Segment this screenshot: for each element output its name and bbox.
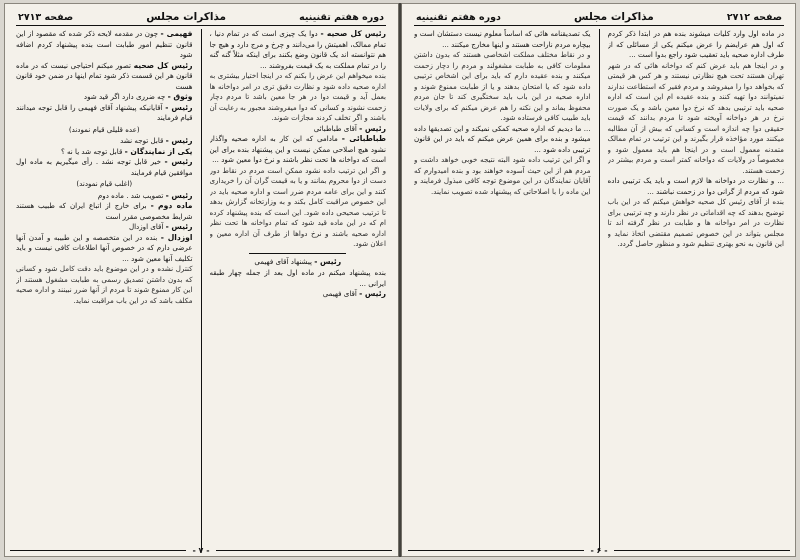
paragraph: قابل توجه شد یا نه ؟ xyxy=(60,146,123,156)
column-right xyxy=(608,29,785,551)
paragraph: تصویب شد . ماده دوم xyxy=(97,190,164,200)
paragraph: دوا یک چیزی است که در تمام دنیا ، تمام ممالک، اهمیتش را می‌دانند و چرخ و مرج دارد و هیچ جا هم نتوانسته اند یک قانون وضع بکنند برای اینکه مثلاً گنه گنه را در تمام مملکت به یک قیمت بفروشند ... xyxy=(209,29,386,70)
paragraph: برای خارج از اتباع ایران که طبیب هستند شرایط مخصوصی مقرر است xyxy=(16,201,193,221)
vote-note: (اغلب قیام نمودند) xyxy=(76,179,133,188)
paragraph: پیشنهاد آقای فهیمی xyxy=(254,256,312,266)
paragraph: یک تصدیقنامه هائی که اساساً معلوم نیست دستشان است و بیچاره مردم ناراحت هستند و اینها مخارج میکنند ... xyxy=(414,29,591,49)
speaker: رئیس - xyxy=(359,289,386,298)
speaker: رئیس کل صحیه xyxy=(133,60,193,70)
body-text: بنده میخواهم این عرض را بکنم که در اینجا اختیار بیشتری به اداره صحیه داده شود و نظارت دقیق تری در امر دواخانه ها بعمل آید و قیمت دوا در هر جا معین باشد تا مردم دچار زحمت نشوند و کسانی که دوا میفروشند مجبور به رعایت آن باشند و اگر تخلف کردند مجازات شوند. xyxy=(209,71,386,122)
body-text: و در اینجا هم باید عرض کنم که دواخانه هائی که در شهر تهران هستند تحت هیچ نظارتی نیستند و هر کس هر قیمتی که بخواهد دوا را میفروشد و مردم فقیر که استطاعت ندارند نمیتوانند دوا تهیه کنند و بنده عقیده ام این است که اداره صحیه باید ترتیبی بدهد که نرخ دوا معین باشد و یک صورت نرخ در هر دواخانه آویخته شود تا مردم بدانند که قیمت حقیقی دوا چه اندازه است و کسانی که بیش از آن مطالبه میکنند مورد مؤاخذه قرار بگیرند و این ترتیب در تمام ممالک متمدنه معمول است و در اینجا هم باید معمول شود و مخصوصاً در ولایات که دواخانه کمتر است و مردم بیشتر در زحمت هستند. xyxy=(607,60,784,175)
speaker: رئیس - xyxy=(165,190,193,200)
page-number: - ۶ - xyxy=(590,546,608,555)
page-footer xyxy=(4,546,398,555)
paragraph: خیر قابل توجه نشد . رأی میگیریم به ماده اول موافقین قیام فرمایند xyxy=(16,157,193,177)
speaker: رئیس - xyxy=(164,157,193,166)
column-divider xyxy=(201,29,202,551)
column-left xyxy=(16,29,193,551)
page-footer xyxy=(402,546,796,555)
speaker: رئیس - xyxy=(165,102,193,112)
page-label: صفحه ۲۷۱۲ xyxy=(726,11,782,23)
speaker: رئیس - xyxy=(314,256,342,266)
paragraph: ... و نظارت در دواخانه ها لازم است و باید یک ترتیبی داده شود که مردم از گرانی دوا در زحمت نباشند ... xyxy=(607,176,784,196)
paragraph: تصور میکنم احتیاجی نیست که در ماده قانون هر این قسمت ذکر شود تمام اینها در ضمن خود قانون هست xyxy=(16,60,193,91)
paragraph: ... ما دیدیم که اداره صحیه کمکی نمیکند و این تصدیقها داده میشود و بنده برای همین عرض میکنم که باید در این قانون ترتیبی داده شود ... xyxy=(414,123,591,154)
divider xyxy=(249,253,346,254)
header-title: مذاکرات مجلس xyxy=(573,11,654,23)
body-text: کنترل نشده و در این موضوع باید دقت کامل شود و کسانی که بدون داشتن تصدیق رسمی به طبابت مشغول هستند از این کار ممنوع شوند تا مردم از آنها ضرر نبینند و اداره صحیه مکلف باشد که در این باب مراقبت نماید. xyxy=(16,264,193,305)
paragraph: آقای فهیمی xyxy=(322,289,357,298)
speaker: رئیس - xyxy=(165,136,193,145)
speaker: فهیمی - xyxy=(160,29,193,38)
speaker: اوزدال - xyxy=(160,232,193,242)
paragraph: بنده پیشنهاد میکنم در ماده اول بعد از جمله چهار طبقه ایرانی ... xyxy=(209,268,386,288)
left-page xyxy=(4,3,398,557)
column-divider xyxy=(599,29,600,551)
paragraph: مادامی که این کار به اداره صحیه واگذار نشود هیچ اصلاحی ممکن نیست و این پیشنهاد بنده برای این است که دواخانه ها تحت نظر باشند و نرخ دوا معین شود ... xyxy=(209,134,386,164)
text-columns xyxy=(414,29,784,551)
paragraph: آقای طباطبائی xyxy=(313,123,357,133)
body-text: بنده از آقای رئیس کل صحیه خواهش میکنم که در این باب توضیح بدهند که چه اقداماتی در نظر دارند و چه ترتیبی برای نظارت در امر دواخانه ها و طبابت در نظر گرفته اند تا مجلس بتواند در این خصوص تصمیم مقتضی اتخاذ نماید و این قانون به نحو بهتری تنظیم شود و منظور حاصل گردد. xyxy=(607,197,784,248)
session-label: دوره هفتم تقنینیه xyxy=(416,11,501,23)
speaker: طباطبائی - xyxy=(341,134,386,143)
vote-note: (عده قلیلی قیام نمودند) xyxy=(68,124,140,134)
speaker: رئیس کل صحیه - xyxy=(320,29,386,38)
page-label: صفحه ۲۷۱۳ xyxy=(18,11,74,23)
paragraph: آقایانیکه پیشنهاد آقای فهیمی را قابل توجه میدانند قیام فرمایند xyxy=(16,102,193,122)
page-header xyxy=(414,9,784,26)
book-spread xyxy=(4,3,796,557)
column-right xyxy=(210,29,387,551)
paragraph: قابل توجه نشد xyxy=(120,136,164,145)
body-text: و اگر این ترتیب داده شود البته نتیجه خوبی خواهد داشت و مردم هم از این حیث آسوده خواهند بود و بنده امیدوارم که آقایان نمایندگان در این موضوع توجه کافی مبذول فرمایند و این ماده را با اصلاحاتی که پیشنهاد شده تصویب نمایند. xyxy=(414,155,591,196)
paragraph: آقای اوزدال xyxy=(128,222,164,231)
page-header xyxy=(16,9,386,26)
speaker: ماده دوم - xyxy=(150,201,193,210)
paragraph: بنده در این متخصصه و این طبیبه و آمدن آنها عرضی دارم که در خصوص آنها اطلاعات کافی نیست و باید تکلیف آنها معین شود ... xyxy=(16,232,193,263)
right-page xyxy=(402,3,796,557)
paragraph: چه ضرری دارد اگر قید شود xyxy=(83,92,166,101)
paragraph: در ماده اول وارد کلیات میشوند بنده هم در ابتدا ذکر کردم که اول هم عرایضم را عرض میکنم یکی از مسائلی که از طرف اداره صحیه باید تعقیب شود راجع بدوا است ... xyxy=(607,29,784,59)
paragraph: چون در مقدمه لایحه ذکر شده که مقصود از این قانون تنظیم امور طبابت است بنده پیشنهاد کردم اضافه شود xyxy=(16,29,193,59)
body-text: و اگر این ترتیب داده نشود ممکن است مردم در نقاط دور دست از دوا محروم بمانند و یا به قیمت گران آن را خریداری کنند و این برای عامه مردم ضرر است و اداره صحیه باید در این خصوص مراقبت کامل بکند و به وزارتخانه گزارش بدهد تا ترتیب صحیحی داده شود. این است که بنده پیشنهاد کرده ام که در این ماده قید شود که تمام دواخانه ها تحت نظر اداره صحیه باشند و نرخ دواها از طرف آن اداره معین و اعلان شود. xyxy=(209,165,386,248)
column-left xyxy=(414,29,591,551)
page-number: - ۷ - xyxy=(192,546,210,555)
speaker: وثوق - xyxy=(167,92,193,101)
header-title: مذاکرات مجلس xyxy=(146,11,227,23)
speaker: رئیس - xyxy=(359,123,386,133)
speaker: یکی از نمایندگان - xyxy=(124,146,193,156)
speaker: رئیس - xyxy=(165,222,193,231)
session-label: دوره هفتم تقنینیه xyxy=(299,11,384,23)
text-columns xyxy=(16,29,386,551)
body-text: و در نقاط مختلف مملکت اشخاصی هستند که بدون داشتن معلومات کافی به طبابت مشغولند و مردم را دچار زحمت میکنند و بنده عقیده دارم که باید برای این اشخاص ترتیبی داده شود که یا امتحان بدهند و یا از طبابت ممنوع شوند و اداره صحیه در این باب باید سختگیری کند تا جان مردم محفوظ بماند و این نکته را هم عرض میکنم که برای ولایات باید طبیب کافی فرستاده شود. xyxy=(414,50,591,122)
